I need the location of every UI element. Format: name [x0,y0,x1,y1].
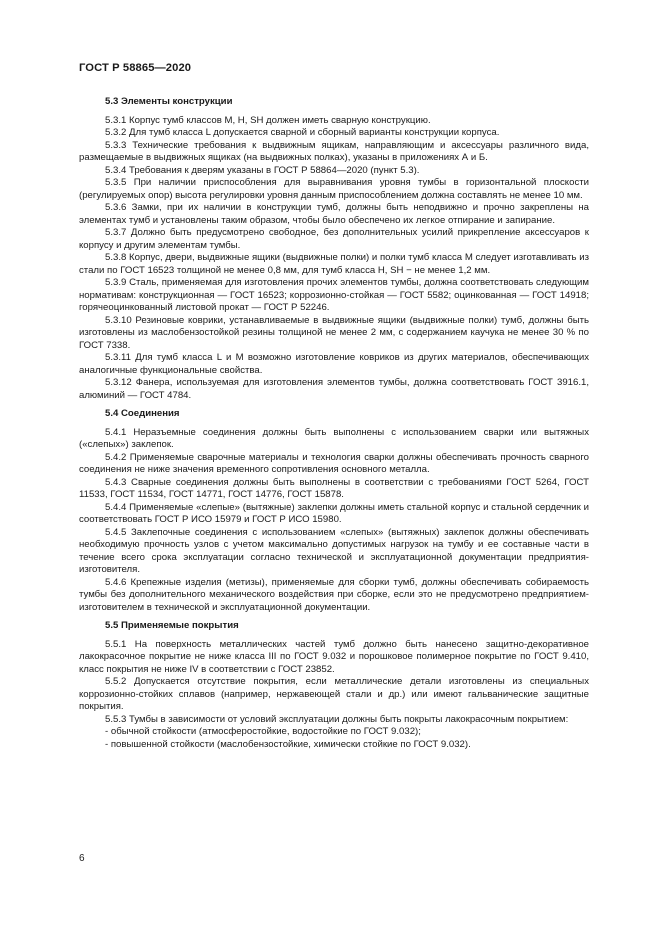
page-number: 6 [79,853,85,864]
section-5-5 [79,620,589,751]
paragraph: 5.3.9 Сталь, применяемая для изготовления прочих элементов тумбы, должна соответствовать следующим нормативам: конструкционная — ГОСТ 16523; коррозионно-стойкая — ГОСТ 5582; оцинкованная — ГОСТ 14918; горячеоцинкованный листовой прокат — ГОСТ Р 52246. [79,277,589,313]
paragraph: 5.3.7 Должно быть предусмотрено свободное, без дополнительных усилий прикрепление аксессуаров к корпусу и другим элементам тумбы. [79,227,589,251]
paragraph: 5.3.3 Технические требования к выдвижным ящикам, направляющим и аксессуары различного вида, размещаемые в выдвижных ящиках (на выдвижных полках), указаны в приложениях А и Б. [79,139,589,163]
paragraph: 5.4.6 Крепежные изделия (метизы), применяемые для сборки тумб, должны обеспечивать собираемость тумбы без дополнительного механического воздействия при сборке, если это не предусмотрено предприятием-изготовителем в технической и эксплуатационной документации. [79,576,589,613]
section-title: 5.5 Применяемые покрытия [105,620,239,631]
paragraph: 5.4.1 Неразъемные соединения должны быть выполнены с использованием сварки или вытяжных («слепых») заклепок. [79,426,589,450]
paragraph: 5.4.5 Заклепочные соединения с использованием «слепых» (вытяжных) заклепок должны обеспечивать необходимую прочность узлов с учетом максимально допустимых нагрузок на тумбу и ее составные части в течение всего срока эксплуатации согласно технической и эксплуатационной документации предприятия-изготовителя. [79,526,589,575]
section-5-3 [79,96,589,402]
paragraph: 5.3.12 Фанера, используемая для изготовления элементов тумбы, должна соответствовать ГОСТ 3916.1, алюминий — ГОСТ 4784. [79,377,589,401]
document-header: ГОСТ Р 58865—2020 [79,62,192,74]
paragraph: 5.5.3 Тумбы в зависимости от условий эксплуатации должны быть покрыты лакокрасочным покрытием: [105,713,569,725]
list-item: - повышенной стойкости (маслобензостойкие, химически стойкие по ГОСТ 9.032). [105,738,471,750]
paragraph: 5.3.6 Замки, при их наличии в конструкции тумб, должны быть неподвижно и прочно закреплены на элементах тумб и установлены таким образом, чтобы было обеспечено их легкое отпирание и запирание. [79,202,589,226]
paragraph: 5.3.5 При наличии приспособления для выравнивания уровня тумбы в горизонтальной плоскости (регулируемых опор) высота регулировки уровня данным приспособлением должна составлять не менее 10 мм. [79,177,589,201]
paragraph: 5.5.2 Допускается отсутствие покрытия, если металлические детали изготовлены из специальных коррозионно-стойких сплавов (например, нержавеющей стали и др.) или имеют гальванические защитные покрытия. [79,676,589,712]
paragraph: 5.4.2 Применяемые сварочные материалы и технология сварки должны обеспечивать прочность сварного соединения не ниже значения временного сопротивления основного металла. [79,451,589,475]
paragraph: 5.3.10 Резиновые коврики, устанавливаемые в выдвижные ящики (выдвижные полки) тумб, должны быть изготовлены из маслобензостойкой резины толщиной не менее 2 мм, с содержанием каучука не менее 30 % по ГОСТ 7338. [79,314,589,351]
paragraph: 5.3.2 Для тумб класса L допускается сварной и сборный варианты конструкции корпуса. [105,127,500,138]
paragraph: 5.3.4 Требования к дверям указаны в ГОСТ Р 58864—2020 (пункт 5.3). [105,164,420,176]
paragraph: 5.5.1 На поверхность металлических частей тумб должно быть нанесено защитно-декоративное лакокрасочное покрытие не ниже класса III по ГОСТ 9.032 и порошковое полимерное покрытие по ГОСТ 9.410, класс покрытия не ниже IV в соответствии с ГОСТ 23852. [79,638,589,675]
paragraph: 5.4.3 Сварные соединения должны быть выполнены в соответствии с требованиями ГОСТ 5264, ГОСТ 11533, ГОСТ 11534, ГОСТ 14771, ГОСТ 14776, ГОСТ 15878. [79,476,589,500]
section-title: 5.3 Элементы конструкции [105,96,233,107]
paragraph: 5.4.4 Применяемые «слепые» (вытяжные) заклепки должны иметь стальной корпус и стальной сердечник и соответствовать ГОСТ Р ИСО 15979 и ГОСТ Р ИСО 15980. [79,501,589,525]
document-body [79,92,589,751]
paragraph: 5.3.11 Для тумб класса L и M возможно изготовление ковриков из других материалов, обеспечивающих аналогичные функциональные свойства. [79,352,589,376]
paragraph: 5.3.8 Корпус, двери, выдвижные ящики (выдвижные полки) и полки тумб класса М следует изготавливать из стали по ГОСТ 16523 толщиной не менее 0,8 мм, для тумб класса H, SH − не менее 1,2 мм. [79,252,589,276]
list-item: - обычной стойкости (атмосферостойкие, водостойкие по ГОСТ 9.032); [105,726,421,737]
section-title: 5.4 Соединения [105,408,180,419]
paragraph: 5.3.1 Корпус тумб классов M, H, SH должен иметь сварную конструкцию. [105,114,431,126]
section-5-4 [79,408,589,614]
